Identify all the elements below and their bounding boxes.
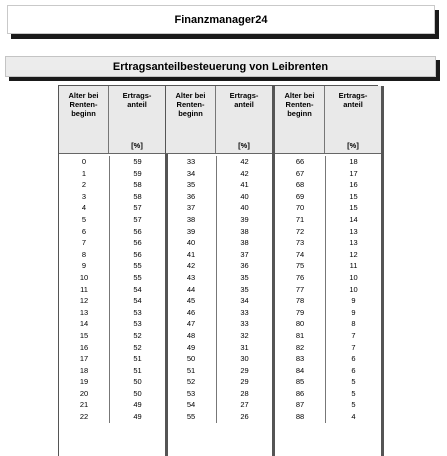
age-cell: 78 [275, 295, 326, 307]
table-row [275, 226, 381, 238]
age-cell: 37 [166, 202, 217, 214]
header-line: Ertrags- [338, 91, 368, 100]
age-cell: 82 [275, 342, 326, 354]
table-row [59, 226, 165, 238]
table-row [59, 202, 165, 214]
table-row [59, 249, 165, 261]
table-group-3 [275, 86, 384, 456]
header-line: Renten- [69, 100, 98, 109]
share-cell: 13 [349, 238, 358, 248]
age-cell: 66 [275, 156, 326, 168]
table-row [166, 411, 272, 423]
header-line: Alter bei [175, 91, 206, 100]
table-row [275, 365, 381, 377]
share-cell: 26 [240, 412, 249, 422]
table-row [275, 318, 381, 330]
age-cell: 74 [275, 249, 326, 261]
age-cell: 79 [275, 307, 326, 319]
share-cell: 59 [133, 157, 142, 166]
share-cell: 35 [240, 272, 249, 282]
age-cell: 6 [59, 226, 110, 238]
table-row [275, 399, 381, 411]
share-cell: 15 [349, 191, 358, 201]
share-cell: 42 [240, 168, 249, 178]
age-cell: 40 [166, 237, 217, 249]
table-row [166, 342, 272, 354]
table-row [275, 214, 381, 226]
share-cell: 57 [133, 203, 142, 213]
table-row [59, 411, 165, 423]
age-cell: 5 [59, 214, 110, 226]
share-cell: 56 [133, 226, 142, 236]
share-cell: 4 [351, 412, 356, 422]
table-row [275, 179, 381, 191]
age-cell: 34 [166, 168, 217, 180]
age-cell: 20 [59, 388, 110, 400]
table-row [275, 388, 381, 400]
age-cell: 18 [59, 365, 110, 377]
table-row [166, 156, 272, 168]
table-row [166, 168, 272, 180]
age-cell: 7 [59, 237, 110, 249]
age-cell: 75 [275, 260, 326, 272]
share-cell: 53 [133, 307, 142, 317]
age-cell: 86 [275, 388, 326, 400]
age-cell: 4 [59, 202, 110, 214]
age-cell: 1 [59, 168, 110, 180]
header-line: Ertrags- [122, 91, 152, 100]
table-row [59, 260, 165, 272]
share-cell: 56 [133, 249, 142, 259]
age-cell: 52 [166, 376, 217, 388]
table-group-2 [166, 86, 275, 456]
share-cell: 7 [351, 342, 356, 352]
share-cell: 5 [351, 400, 356, 410]
share-cell: 55 [133, 261, 142, 271]
age-cell: 51 [166, 365, 217, 377]
table-row [166, 179, 272, 191]
age-cell: 68 [275, 179, 326, 191]
share-cell: 50 [133, 377, 142, 387]
table-row [275, 411, 381, 423]
table-row [275, 330, 381, 342]
header-unit: [%] [238, 141, 250, 150]
table-row [166, 249, 272, 261]
age-cell: 17 [59, 353, 110, 365]
table-body [275, 154, 381, 423]
age-cell: 54 [166, 399, 217, 411]
table-row [166, 260, 272, 272]
table-row [166, 237, 272, 249]
share-cell: 42 [240, 157, 249, 166]
age-cell: 22 [59, 411, 110, 423]
header-unit: [%] [131, 141, 143, 150]
share-cell: 6 [351, 354, 356, 364]
share-cell: 13 [349, 226, 358, 236]
share-cell: 38 [240, 226, 249, 236]
table-body [59, 154, 165, 423]
share-cell: 41 [240, 180, 249, 190]
table-row [59, 156, 165, 168]
share-cell: 32 [240, 330, 249, 340]
share-cell: 10 [349, 272, 358, 282]
age-cell: 8 [59, 249, 110, 261]
table-row [59, 179, 165, 191]
share-cell: 50 [133, 388, 142, 398]
table-row [275, 260, 381, 272]
age-cell: 21 [59, 399, 110, 411]
table-row [59, 191, 165, 203]
age-cell: 41 [166, 249, 217, 261]
share-cell: 37 [240, 249, 249, 259]
share-cell: 33 [240, 319, 249, 329]
table-row [166, 284, 272, 296]
table-row [59, 272, 165, 284]
share-cell: 57 [133, 214, 142, 224]
age-cell: 10 [59, 272, 110, 284]
share-cell: 29 [240, 365, 249, 375]
age-cell: 15 [59, 330, 110, 342]
age-cell: 14 [59, 318, 110, 330]
header-line: anteil [343, 100, 363, 109]
table-row [275, 284, 381, 296]
table-row [59, 376, 165, 388]
age-cell: 71 [275, 214, 326, 226]
share-cell: 17 [349, 168, 358, 178]
age-cell: 43 [166, 272, 217, 284]
age-cell: 39 [166, 226, 217, 238]
table-row [275, 376, 381, 388]
table-row [275, 237, 381, 249]
age-cell: 0 [59, 156, 110, 168]
header-unit: [%] [347, 141, 359, 150]
table-row [59, 365, 165, 377]
table-row [59, 295, 165, 307]
age-cell: 67 [275, 168, 326, 180]
age-cell: 53 [166, 388, 217, 400]
table-body [166, 154, 272, 423]
table-row [166, 376, 272, 388]
share-cell: 52 [133, 342, 142, 352]
table-row [166, 226, 272, 238]
age-cell: 9 [59, 260, 110, 272]
share-cell: 49 [133, 412, 142, 422]
header-income-share [325, 86, 381, 153]
share-cell: 29 [240, 377, 249, 387]
section-header [5, 56, 436, 77]
table-row [275, 272, 381, 284]
share-cell: 35 [240, 284, 249, 294]
table-row [166, 214, 272, 226]
age-cell: 50 [166, 353, 217, 365]
table-row [59, 318, 165, 330]
age-cell: 33 [166, 156, 217, 168]
age-cell: 80 [275, 318, 326, 330]
header-line: anteil [127, 100, 147, 109]
table-row [166, 353, 272, 365]
share-cell: 18 [349, 157, 358, 166]
table-row [275, 156, 381, 168]
table-row [275, 342, 381, 354]
share-cell: 55 [133, 272, 142, 282]
header-line: Ertrags- [229, 91, 259, 100]
age-cell: 45 [166, 295, 217, 307]
age-cell: 2 [59, 179, 110, 191]
age-cell: 69 [275, 191, 326, 203]
table-row [166, 365, 272, 377]
share-cell: 9 [351, 296, 356, 306]
table-header [166, 86, 272, 154]
age-cell: 49 [166, 342, 217, 354]
share-cell: 39 [240, 214, 249, 224]
share-cell: 9 [351, 307, 356, 317]
table-row [275, 307, 381, 319]
table-row [59, 399, 165, 411]
ertragsanteil-table [58, 85, 378, 456]
table-group-1 [59, 86, 168, 456]
header-income-share [109, 86, 165, 153]
table-row [166, 295, 272, 307]
age-cell: 70 [275, 202, 326, 214]
table-row [166, 191, 272, 203]
age-cell: 84 [275, 365, 326, 377]
share-cell: 58 [133, 191, 142, 201]
table-row [275, 353, 381, 365]
share-cell: 40 [240, 203, 249, 213]
share-cell: 53 [133, 319, 142, 329]
age-cell: 73 [275, 237, 326, 249]
table-row [166, 388, 272, 400]
table-row [59, 214, 165, 226]
table-row [275, 202, 381, 214]
share-cell: 10 [349, 284, 358, 294]
table-row [59, 353, 165, 365]
age-cell: 35 [166, 179, 217, 191]
age-cell: 19 [59, 376, 110, 388]
header-line: Renten- [176, 100, 205, 109]
table-row [166, 272, 272, 284]
table-row [59, 388, 165, 400]
share-cell: 40 [240, 191, 249, 201]
share-cell: 51 [133, 354, 142, 364]
age-cell: 46 [166, 307, 217, 319]
age-cell: 38 [166, 214, 217, 226]
table-row [59, 330, 165, 342]
share-cell: 51 [133, 365, 142, 375]
table-row [59, 284, 165, 296]
share-cell: 5 [351, 377, 356, 387]
app-title-bar [7, 5, 435, 34]
share-cell: 11 [349, 261, 358, 271]
share-cell: 27 [240, 400, 249, 410]
share-cell: 33 [240, 307, 249, 317]
section-title: Ertragsanteilbesteuerung von Leibrenten [112, 60, 329, 73]
age-cell: 12 [59, 295, 110, 307]
table-row [275, 191, 381, 203]
header-income-share [216, 86, 272, 153]
table-row [166, 330, 272, 342]
share-cell: 38 [240, 238, 249, 248]
share-cell: 49 [133, 400, 142, 410]
table-row [59, 237, 165, 249]
age-cell: 85 [275, 376, 326, 388]
share-cell: 31 [240, 342, 249, 352]
age-cell: 42 [166, 260, 217, 272]
age-cell: 47 [166, 318, 217, 330]
share-cell: 58 [133, 180, 142, 190]
header-line: Renten- [285, 100, 314, 109]
share-cell: 59 [133, 168, 142, 178]
header-line: Alter bei [68, 91, 99, 100]
header-line: beginn [71, 109, 96, 118]
share-cell: 30 [240, 354, 249, 364]
age-cell: 88 [275, 411, 326, 423]
table-row [166, 307, 272, 319]
table-row [166, 318, 272, 330]
share-cell: 54 [133, 296, 142, 306]
table-row [59, 342, 165, 354]
table-row [275, 249, 381, 261]
share-cell: 6 [351, 365, 356, 375]
age-cell: 77 [275, 284, 326, 296]
share-cell: 8 [351, 319, 356, 329]
table-row [275, 295, 381, 307]
table-row [59, 307, 165, 319]
header-line: beginn [287, 109, 312, 118]
age-cell: 81 [275, 330, 326, 342]
share-cell: 34 [240, 296, 249, 306]
header-age-at-pension-start [166, 86, 216, 153]
table-header [275, 86, 381, 154]
age-cell: 76 [275, 272, 326, 284]
share-cell: 54 [133, 284, 142, 294]
share-cell: 12 [349, 249, 358, 259]
age-cell: 3 [59, 191, 110, 203]
table-row [59, 168, 165, 180]
age-cell: 44 [166, 284, 217, 296]
table-header [59, 86, 165, 154]
share-cell: 14 [349, 214, 358, 224]
share-cell: 28 [240, 388, 249, 398]
age-cell: 87 [275, 399, 326, 411]
age-cell: 36 [166, 191, 217, 203]
header-age-at-pension-start [59, 86, 109, 153]
share-cell: 5 [351, 388, 356, 398]
age-cell: 48 [166, 330, 217, 342]
header-line: Alter bei [284, 91, 315, 100]
share-cell: 16 [349, 180, 358, 190]
header-line: beginn [178, 109, 203, 118]
share-cell: 36 [240, 261, 249, 271]
table-row [275, 168, 381, 180]
age-cell: 13 [59, 307, 110, 319]
share-cell: 7 [351, 330, 356, 340]
age-cell: 55 [166, 411, 217, 423]
table-row [166, 399, 272, 411]
share-cell: 56 [133, 238, 142, 248]
age-cell: 72 [275, 226, 326, 238]
share-cell: 52 [133, 330, 142, 340]
age-cell: 16 [59, 342, 110, 354]
share-cell: 15 [349, 203, 358, 213]
table-row [166, 202, 272, 214]
header-line: anteil [234, 100, 254, 109]
age-cell: 11 [59, 284, 110, 296]
age-cell: 83 [275, 353, 326, 365]
header-age-at-pension-start [275, 86, 325, 153]
app-title: Finanzmanager24 [174, 13, 268, 26]
